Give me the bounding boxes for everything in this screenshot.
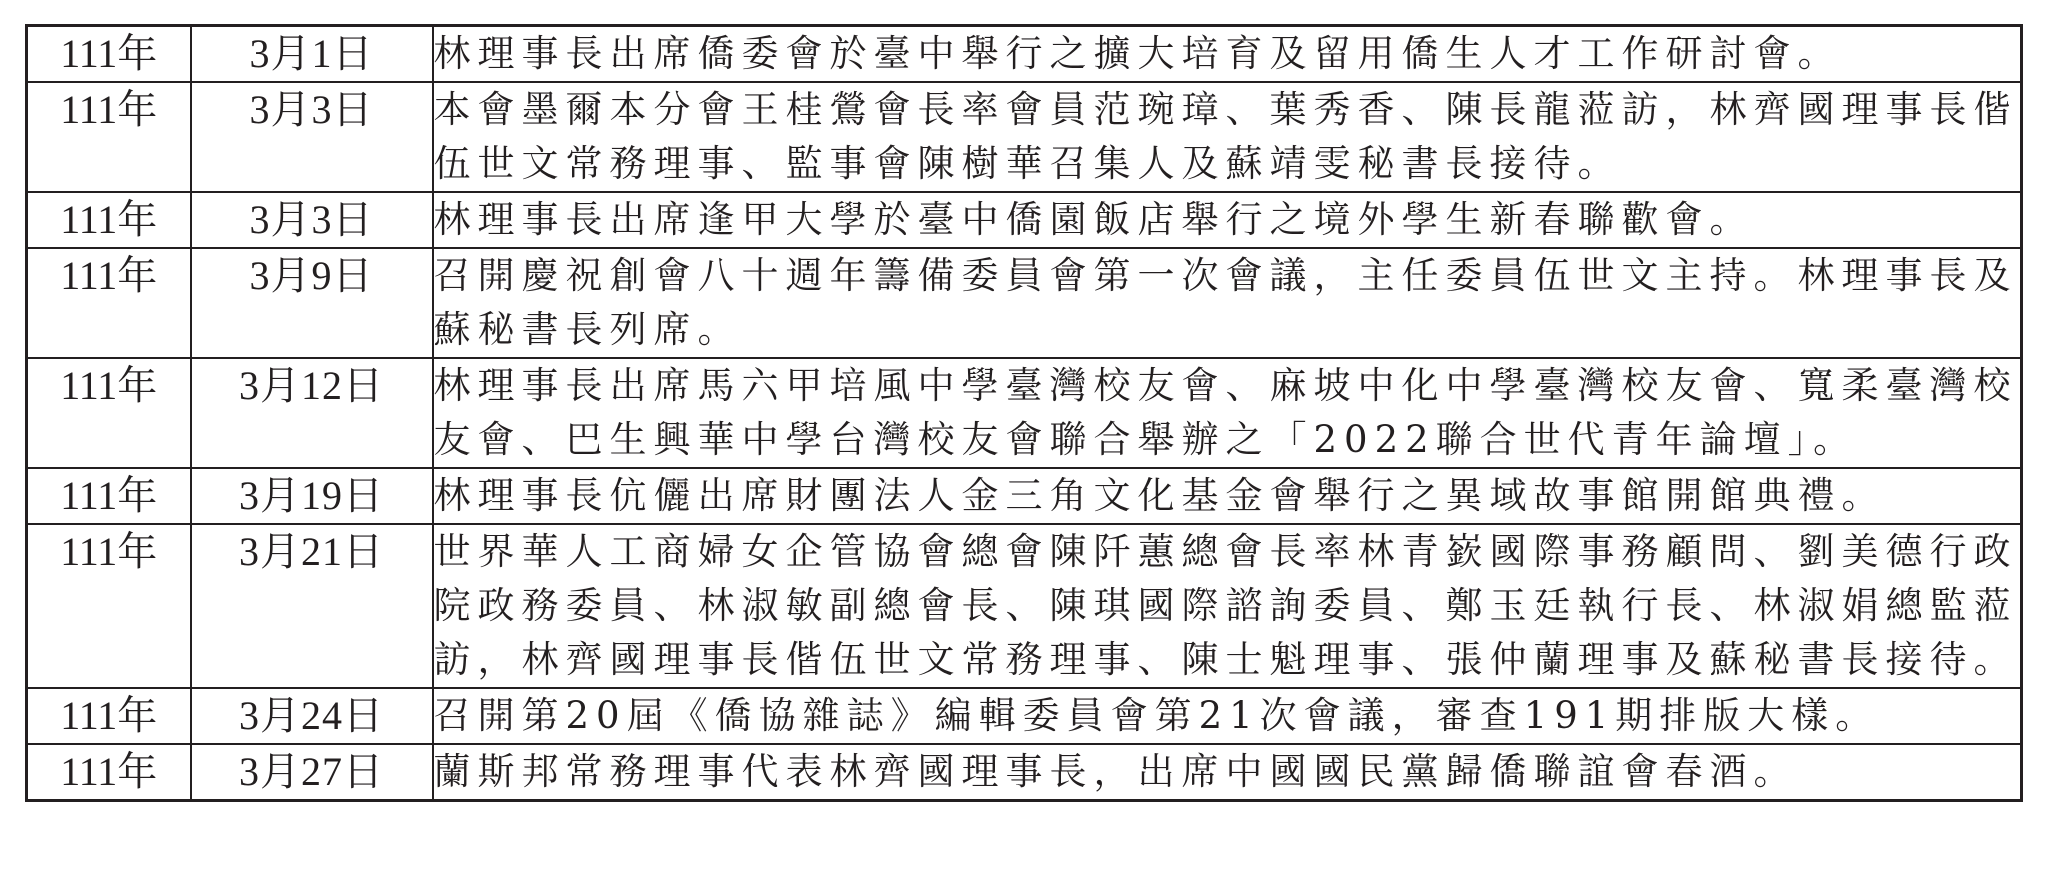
year-cell: 111年 — [27, 82, 191, 192]
description-cell: 召開第20屆《僑協雜誌》編輯委員會第21次會議，審查191期排版大樣。 — [433, 688, 2022, 744]
activity-log-table — [25, 24, 2023, 802]
description-cell: 蘭斯邦常務理事代表林齊國理事長，出席中國國民黨歸僑聯誼會春酒。 — [433, 744, 2022, 801]
year-cell: 111年 — [27, 524, 191, 688]
year-cell: 111年 — [27, 248, 191, 358]
description-cell: 林理事長伉儷出席財團法人金三角文化基金會舉行之異域故事館開館典禮。 — [433, 468, 2022, 524]
table-row — [27, 82, 2022, 192]
table-row — [27, 248, 2022, 358]
date-cell: 3月12日 — [191, 358, 433, 468]
description-cell: 林理事長出席僑委會於臺中舉行之擴大培育及留用僑生人才工作研討會。 — [433, 26, 2022, 83]
table-row — [27, 192, 2022, 248]
description-cell: 林理事長出席馬六甲培風中學臺灣校友會、麻坡中化中學臺灣校友會、寬柔臺灣校友會、巴生興華中學台灣校友會聯合舉辦之「2022聯合世代青年論壇」。 — [433, 358, 2022, 468]
year-cell: 111年 — [27, 358, 191, 468]
table-row — [27, 26, 2022, 83]
date-cell: 3月9日 — [191, 248, 433, 358]
table-row — [27, 744, 2022, 801]
description-cell: 世界華人工商婦女企管協會總會陳阡蕙總會長率林青嶔國際事務顧問、劉美德行政院政務委員、林淑敏副總會長、陳琪國際諮詢委員、鄭玉廷執行長、林淑娟總監蒞訪，林齊國理事長偕伍世文常務理事、陳士魁理事、張仲蘭理事及蘇秘書長接待。 — [433, 524, 2022, 688]
date-cell: 3月24日 — [191, 688, 433, 744]
table-row — [27, 688, 2022, 744]
description-cell: 本會墨爾本分會王桂鶯會長率會員范琬璋、葉秀香、陳長龍蒞訪，林齊國理事長偕伍世文常務理事、監事會陳樹華召集人及蘇靖雯秘書長接待。 — [433, 82, 2022, 192]
date-cell: 3月19日 — [191, 468, 433, 524]
date-cell: 3月1日 — [191, 26, 433, 83]
year-cell: 111年 — [27, 192, 191, 248]
date-cell: 3月3日 — [191, 82, 433, 192]
table-row — [27, 524, 2022, 688]
description-cell: 林理事長出席逢甲大學於臺中僑園飯店舉行之境外學生新春聯歡會。 — [433, 192, 2022, 248]
year-cell: 111年 — [27, 468, 191, 524]
date-cell: 3月21日 — [191, 524, 433, 688]
year-cell: 111年 — [27, 26, 191, 83]
year-cell: 111年 — [27, 744, 191, 801]
table-row — [27, 358, 2022, 468]
table-row — [27, 468, 2022, 524]
year-cell: 111年 — [27, 688, 191, 744]
description-cell: 召開慶祝創會八十週年籌備委員會第一次會議，主任委員伍世文主持。林理事長及蘇秘書長列席。 — [433, 248, 2022, 358]
date-cell: 3月27日 — [191, 744, 433, 801]
date-cell: 3月3日 — [191, 192, 433, 248]
